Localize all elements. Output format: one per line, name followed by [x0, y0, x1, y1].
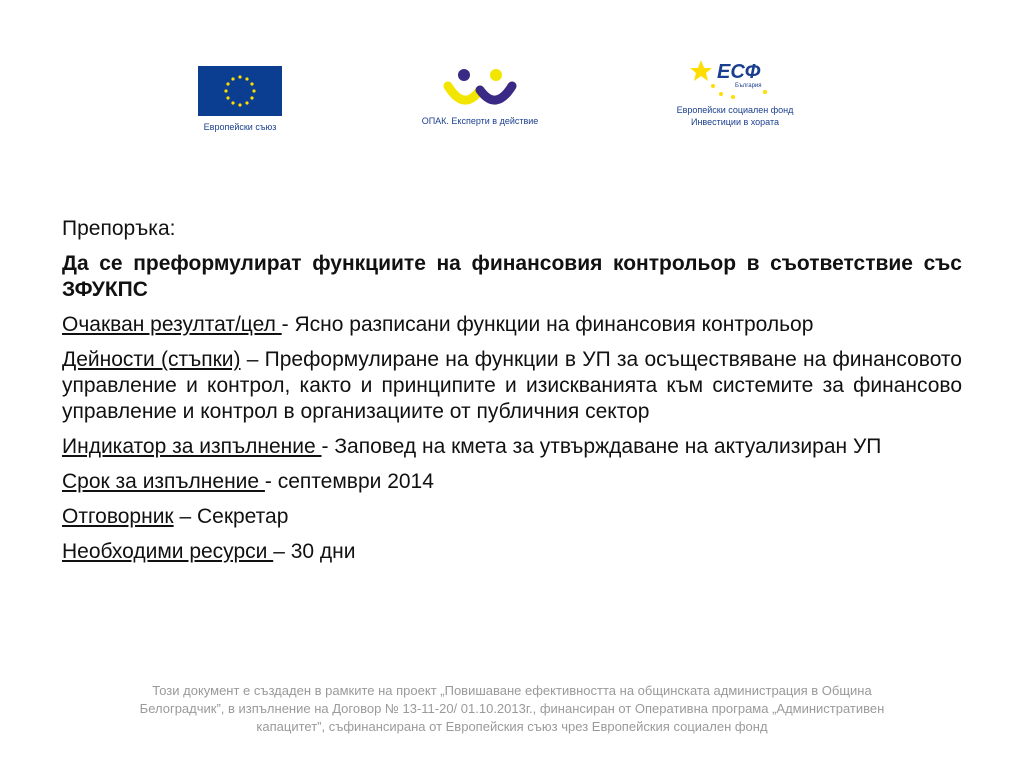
eu-logo-caption: Европейски съюз: [203, 122, 277, 132]
footer-line-1: Този документ е създаден в рамките на проект „Повишаване ефективността на общинската администрация в Община: [152, 683, 872, 698]
indicator: [62, 434, 962, 460]
resources: [62, 539, 962, 565]
esf-mark-text: ЕСФ: [717, 61, 761, 83]
recommendation-text: Да се преформулират функциите на финансовия контрольор в съответствие със ЗФУКПС: [62, 252, 962, 301]
expected-result: [62, 312, 962, 338]
resources-label: Необходими ресурси: [62, 540, 274, 563]
eu-logo: [190, 66, 290, 133]
footer-disclaimer: [40, 682, 984, 736]
expected-label: Очакван резултат/цел: [62, 313, 282, 336]
activities-label: Дейности (стъпки): [62, 348, 241, 371]
activities-text: – Преформулиране на функции в УП за осъществяване на финансовото управление и контрол, както и принципите и изискванията към системите за финансово управление и контрол в организациите от публичния сектор: [62, 348, 962, 423]
resources-text: – 30 дни: [273, 540, 356, 563]
opak-people-icon: [440, 66, 520, 110]
deadline-label: Срок за изпълнение: [62, 470, 265, 493]
esf-caption-line1: Европейски социален фонд: [676, 105, 794, 115]
footer-line-3: капацитет”, съфинансирана от Европейския съюз чрез Европейския социален фонд: [256, 719, 768, 734]
esf-mark-sub: България: [735, 83, 762, 89]
indicator-text: - Заповед на кмета за утвърждаване на актуализиран УП: [321, 435, 882, 458]
esf-logo: [660, 56, 810, 128]
opak-logo-caption: ОПАК. Експерти в действие: [421, 116, 539, 126]
indicator-label: Индикатор за изпълнение: [62, 435, 322, 458]
expected-text: - Ясно разписани функции на финансовия контрольор: [281, 313, 814, 336]
responsible: [62, 504, 962, 530]
footer-line-2: Белоградчик”, в изпълнение на Договор № 13-11-20/ 01.10.2013г., финансиран от Оперативна програма „Административен: [139, 701, 885, 716]
heading: Препоръка:: [62, 217, 176, 240]
eu-flag-icon: [198, 66, 282, 116]
activities: [62, 347, 962, 425]
responsible-label: Отговорник: [62, 505, 174, 528]
recommendation-content: [62, 216, 962, 574]
deadline: [62, 469, 962, 495]
esf-caption-line2: Инвестиции в хората: [690, 117, 779, 127]
deadline-text: - септември 2014: [264, 470, 434, 493]
esf-mark-icon: [687, 56, 783, 100]
opak-logo: [405, 66, 555, 127]
responsible-text: – Секретар: [173, 505, 289, 528]
